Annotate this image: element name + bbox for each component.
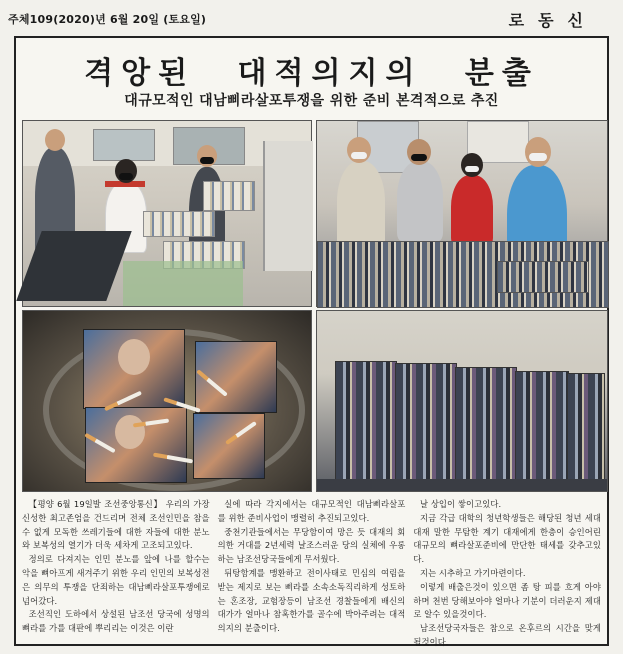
newspaper-name: 로동신 bbox=[508, 10, 597, 30]
masthead bbox=[8, 6, 615, 32]
photo-workers-printing bbox=[22, 120, 312, 307]
article-frame bbox=[14, 36, 609, 646]
paragraph: 지는 시추하고 가기마련이다. bbox=[419, 567, 526, 578]
paragraph: 정의로 다져지는 인민 분노를 앞에 나를 할수는 악을 뼈아프게 새겨주기 위한 우리 인민의 보복성전은 의무의 투쟁을 단죄하는 대남삐라살포투쟁에로 넘어갔다. bbox=[22, 554, 210, 606]
paragraph: 실에 따라 각지에서는 대규모적인 대남삐라살포를 위한 준비사업이 맹렬히 추진되고있다. bbox=[217, 499, 406, 523]
subheadline: 대규모적인 대남삐라살포투쟁을 위한 준비 본격적으로 추진 bbox=[124, 93, 499, 109]
paragraph: 날 상입이 쌓이고있다. bbox=[419, 499, 502, 509]
article-column-1 bbox=[22, 498, 210, 638]
article-body bbox=[22, 498, 602, 647]
photo-bag-portraits bbox=[22, 310, 312, 492]
article-column-2 bbox=[218, 498, 406, 638]
paragraph: 조선직인 도하에서 상설된 남조선 당국에 성명의 뼈라를 가를 대판에 뿌리리는 이것은 이란 bbox=[22, 609, 210, 634]
photo-leaflet-wall bbox=[316, 310, 608, 492]
photo-workers-stacking bbox=[316, 120, 608, 307]
paragraph: 이렇게 배출은것이 있으면 좀 탕 피를 흐게 아야 하며 천번 당해보아야 얼마나 기분이 더러운지 제대로 알수 있을것이다. bbox=[413, 581, 602, 620]
issue-date: 주체109(2020)년 6월 20일 (토요일) bbox=[8, 13, 207, 26]
paragraph: 뒤탕함계를 맹환하고 전이사태로 민심의 여림을 받는 제지로 보는 삐라를 소속소독직리하게 성토하는 혼조장, 교험장등이 남조선 경찰들에게 배신의 대가가 얼마나 참혹한가를 골수에 박아주려는 대적의지의 분출이다. bbox=[217, 567, 406, 634]
paragraph: 【평양 6월 19일발 조선중앙통신】 우리의 가장 신성한 최고존엄을 건드리며 전체 조선인민을 참을수 없게 모독한 쓰레기들에 대한 자들에 대한 분노와 보복성의 열기가 더욱 세차게 고조되고있다. bbox=[22, 499, 210, 551]
paragraph: 지금 각급 대학의 청년학생들은 해당된 청년 세대 대재 말한 무탐한 계기 대재에게 한층이 승인어린 대규모의 뼈라살포준비에 만단한 태세를 갖추고있다. bbox=[413, 512, 602, 565]
headline: 격앙된 대적의지의 분출 bbox=[84, 56, 539, 91]
paragraph: 중천기관들에서는 무당함이여 망은 듯 대재의 회의한 거대를 2년세력 날조스러운 당의 실체에 우롱하는 남조선당국들에게 무서웠다. bbox=[217, 526, 406, 565]
paragraph: 남조선당국자들은 참으로 온후르의 시간을 맞게 될것이다. bbox=[413, 623, 602, 647]
article-column-3 bbox=[413, 498, 602, 647]
